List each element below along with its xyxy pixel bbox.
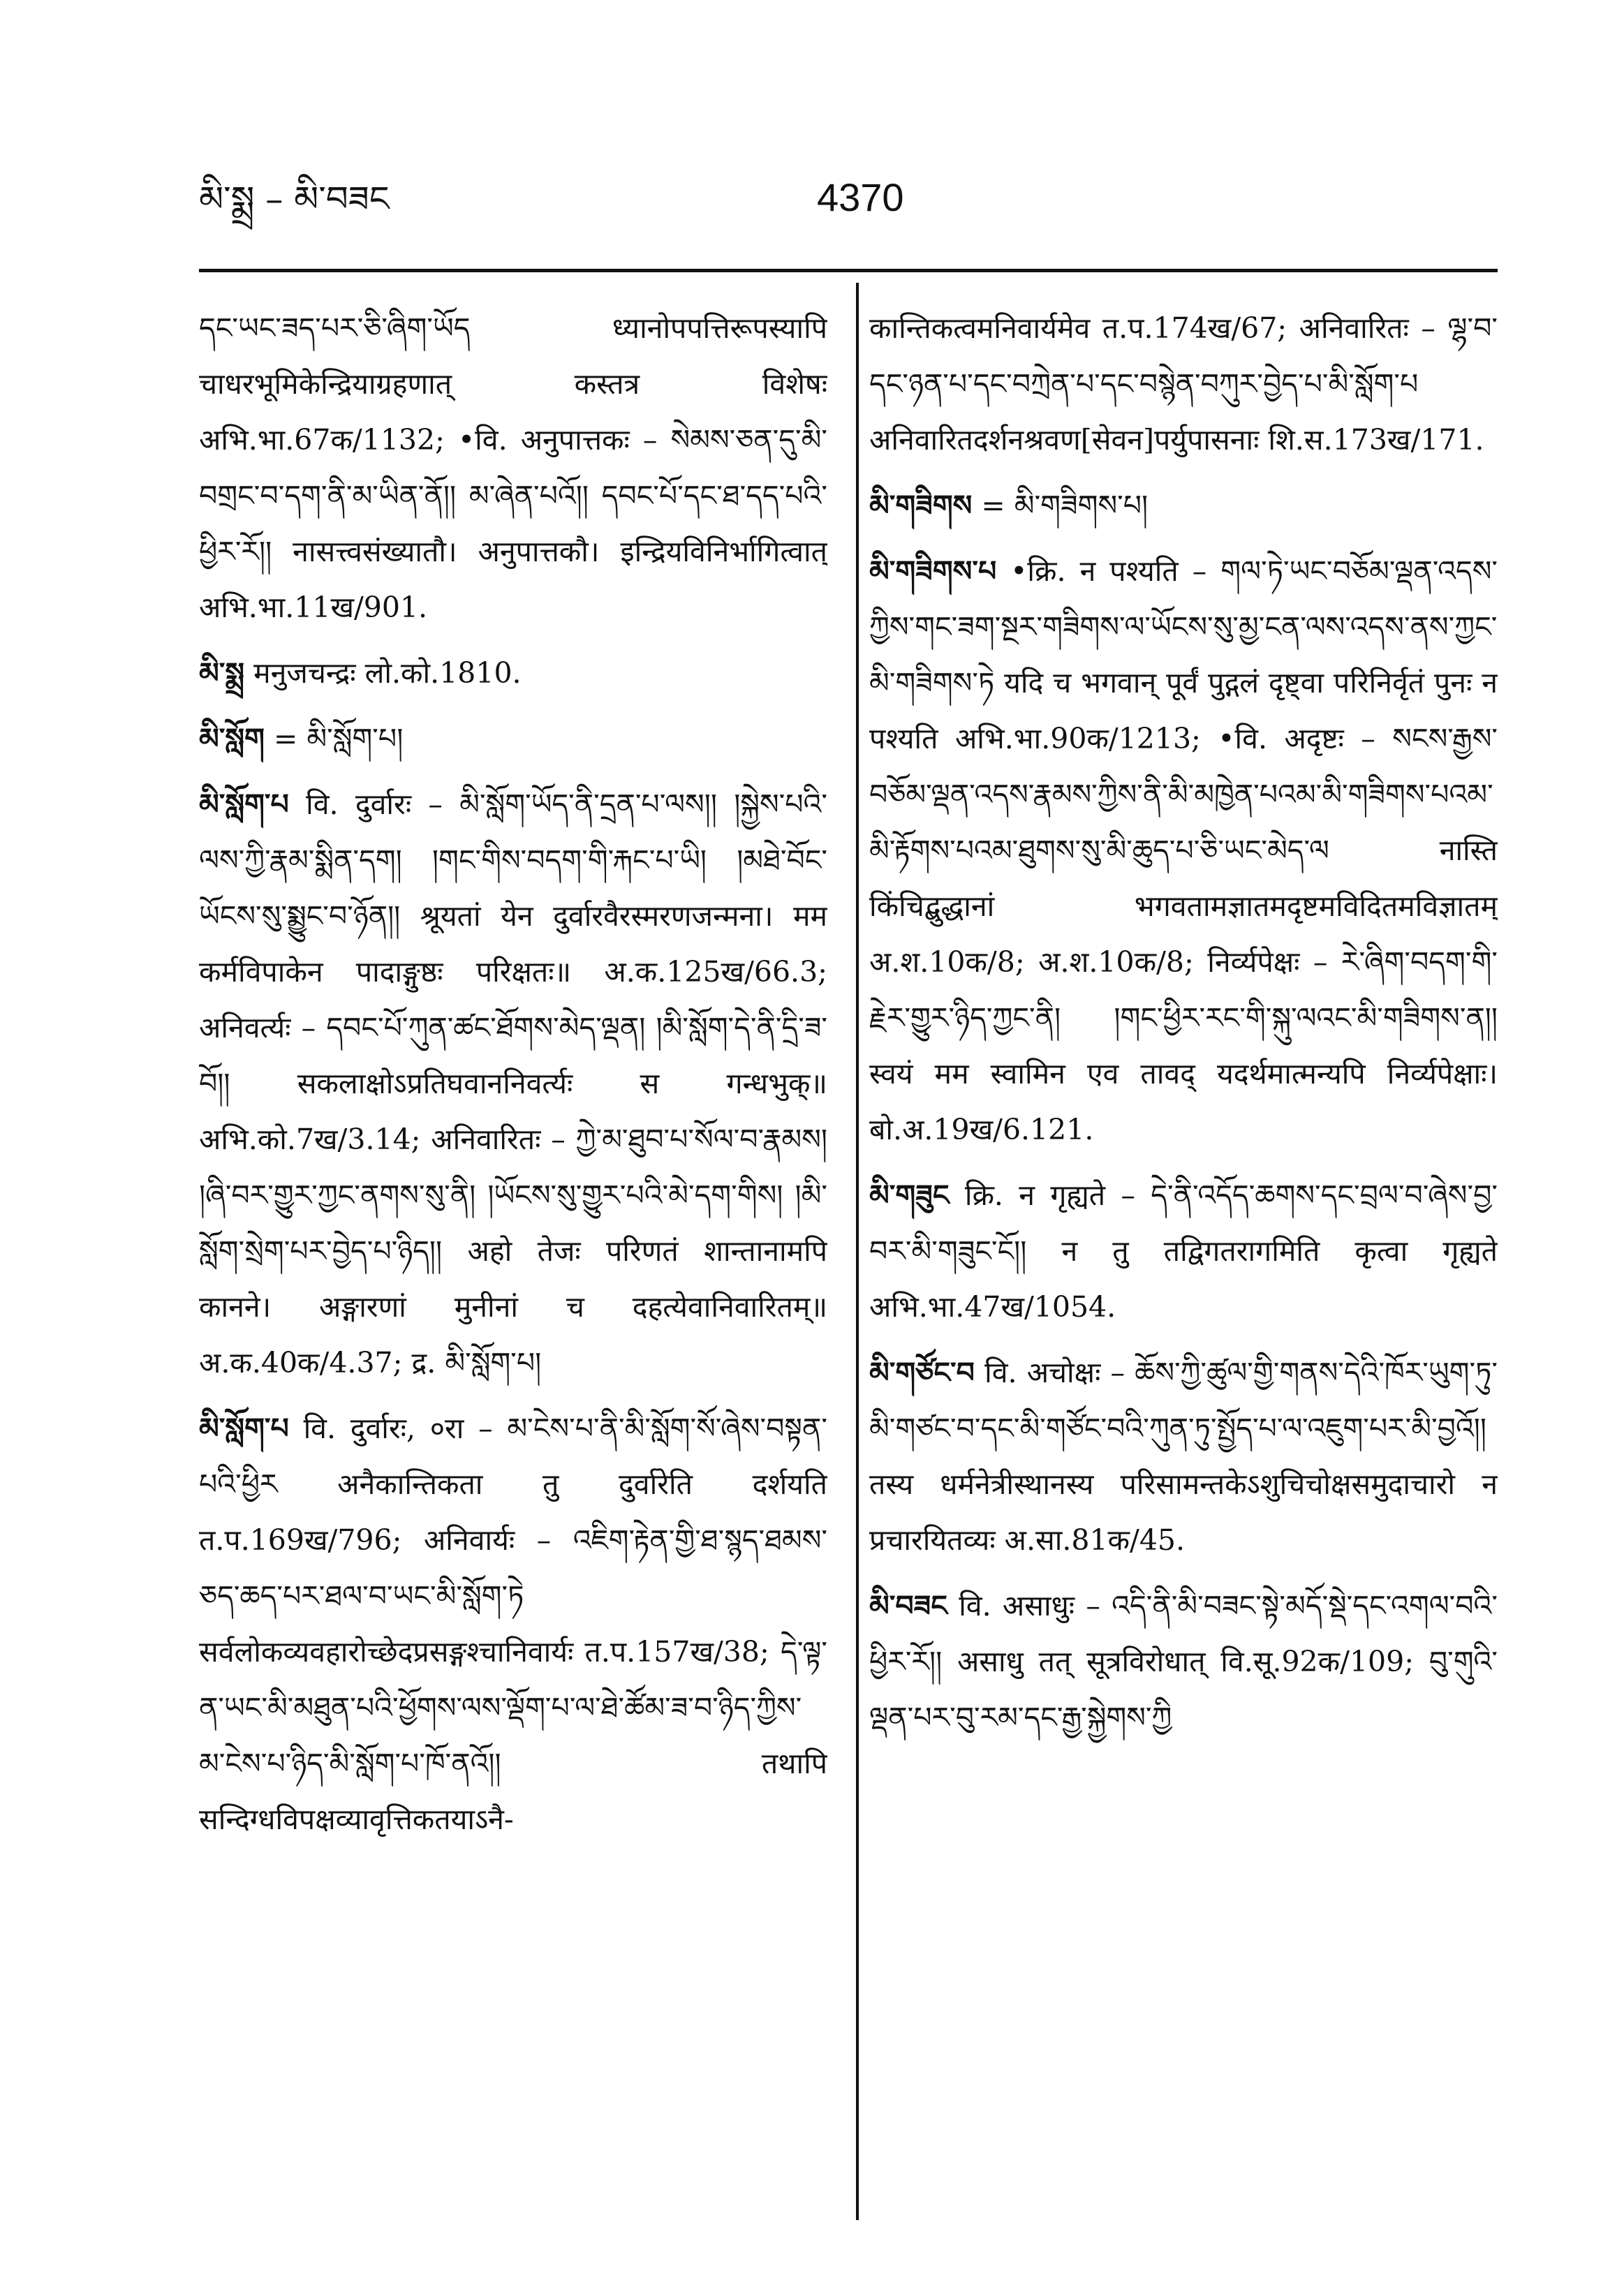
entry-headword: མི་བཟང	[869, 1589, 947, 1622]
entry-headword: མི་གཟིགས	[869, 489, 973, 522]
running-head: མི་སྨྲ – མི་བཟང	[199, 179, 390, 219]
dictionary-entry	[199, 711, 827, 767]
dictionary-entry	[199, 645, 827, 701]
entry-headword: མི་སྨྲ	[199, 656, 245, 690]
entry-text: वि. दुर्वारः, ०रा – མ་ངེས་པ་ནི་མི་སློག་སོ་ཞེས་བསྟན་པའི་ཕྱིར अनैकान्तिकता तु दुर्वारेति दर्शयति त.प.169ख/796; अनिवार्यः – འཇིག་རྟེན་གྱི་ཐ་སྙད་ཐམས་ཅད་ཆད་པར་ཐལ་བ་ཡང་མི་སློག་ཏེ सर्वलोकव्यवहारोच्छेदप्रसङ्गश्चानिवार्यः त.प.157ख/38; དེ་ལྟ་ན་ཡང་མི་མཐུན་པའི་ཕྱོགས་ལས་ལྡོག་པ་ལ་ཐེ་ཚོམ་ཟ་བ་ཉིད་ཀྱིས་མ་ངེས་པ་ཉིད་མི་སློག་པ་ཁོ་ནའོ།། तथापि सन्दिग्धविपक्षव्यावृत्तिकतयाऽनै-	[199, 1412, 827, 1836]
dictionary-entry	[199, 300, 827, 635]
entry-text: मनुजचन्द्रः लो.को.1810.	[253, 656, 522, 690]
dictionary-entry	[869, 543, 1498, 1158]
header-rule	[199, 269, 1498, 272]
entry-headword: མི་སློག	[199, 722, 265, 755]
dictionary-entry	[869, 300, 1498, 468]
entry-text: = མི་གཟིགས་པ།	[981, 489, 1149, 522]
entry-headword: མི་གཙོང་བ	[869, 1356, 975, 1389]
dictionary-entry	[199, 776, 827, 1391]
column-divider	[856, 283, 859, 2220]
entry-headword: མི་སློག་པ	[199, 1412, 289, 1445]
entry-text: कान्तिकत्वमनिवार्यमेव त.प.174ख/67; अनिवारितः – ལྷ་བ་དང་ཉན་པ་དང་བཀྲེན་པ་དང་བསྙེན་བཀུར་བྱེད་པ་མི་སློག་པ अनिवारितदर्शनश्रवण[सेवन]पर्युपासनाः शि.स.173ख/171.	[869, 311, 1498, 457]
entry-text: क्रि. न गृह्यते – དེ་ནི་འདོད་ཆགས་དང་བྲལ་བ་ཞེས་བྱ་བར་མི་གཟུང་ངོ།། न तु तद्विगतरागमिति कृत्वा गृह्यते अभि.भा.47ख/1054.	[869, 1178, 1498, 1324]
dictionary-entry	[869, 478, 1498, 533]
dictionary-entry	[869, 1167, 1498, 1335]
entry-text: वि. असाधुः – འདི་ནི་མི་བཟང་སྟེ་མདོ་སྡེ་དང་འགལ་བའི་ཕྱིར་རོ།། असाधु तत् सूत्रविरोधात् वि.सू.92क/109; བུ་གུའི་ལྡན་པར་བུ་རམ་དང་རྒྱ་སྐྱེགས་ཀྱི	[869, 1589, 1498, 1734]
entry-text: वि. दुर्वारः – མི་སློག་ཡོད་ནི་དྲན་པ་ལས།། །སྐྱེས་པའི་ལས་ཀྱི་རྣམ་སྨིན་དག། །གང་གིས་བདག་གི་རྐང་པ་ཡི། །མཐེ་བོང་ཡོངས་སུ་སྨྱུང་བ་ཉོན།། श्रूयतां येन दुर्वारवैरस्मरणजन्मना। मम कर्मविपाकेन पादाङ्गुष्ठः परिक्षतः॥ अ.क.125ख/66.3; अनिवर्त्यः – དབང་པོ་ཀུན་ཚང་ཐོགས་མེད་ལྡན། །མི་སློག་དེ་ནི་དྲི་ཟ་བོ།། सकलाक्षोऽप्रतिघवाननिवर्त्यः स गन्धभुक्॥ अभि.को.7ख/3.14; अनिवारितः – ཀྱེ་མ་ཐུབ་པ་སོལ་བ་རྣམས། །ཞི་བར་གྱུར་ཀྱང་ནགས་སུ་ནི། །ཡོངས་སུ་གྱུར་པའི་མེ་དག་གིས། །མི་སློག་སྲེག་པར་བྱེད་པ་ཉིད།། अहो तेजः परिणतं शान्तानामपि कानने। अङ्गारणां मुनीनां च दहत्येवानिवारितम्॥ अ.क.40क/4.37; द्र. མི་སློག་པ།	[199, 788, 827, 1380]
entry-headword: མི་སློག་པ	[199, 788, 289, 821]
entry-headword: མི་གཟིགས་པ	[869, 554, 997, 588]
entry-text: དང་ཡང་ཟད་པར་ཅི་ཞིག་ཡོད ध्यानोपपत्तिरूपस्यापि चाधरभूमिकेन्द्रियाग्रहणात् कस्तत्र विशेषः अभि.भा.67क/1132; •वि. अनुपात्तकः – སེམས་ཅན་དུ་མི་བགྲང་བ་དག་ནི་མ་ཡིན་ནོ།། མ་ཞེན་པའོ།། དབང་པོ་དང་ཐ་དད་པའི་ཕྱིར་རོ།། नासत्त्वसंख्यातौ। अनुपात्तकौ। इन्द्रियविनिर्भागित्वात् अभि.भा.11ख/901.	[199, 311, 827, 624]
page-header	[0, 0, 1624, 279]
dictionary-entry	[869, 1345, 1498, 1568]
dictionary-entry	[199, 1400, 827, 1847]
entry-text: = མི་སློག་པ།	[273, 722, 404, 755]
entry-headword: མི་གཟུང	[869, 1178, 950, 1212]
entry-text: वि. अचोक्षः – ཆོས་ཀྱི་ཚུལ་གྱི་གནས་དེའི་ཁོར་ཡུག་ཏུ་མི་གཙང་བ་དང་མི་གཙོང་བའི་ཀུན་ཏུ་སྤྱོད་པ་ལ་འཇུག་པར་མི་བྱའོ།། तस्य धर्मनेत्रीस्थानस्य परिसामन्तकेऽशुचिचोक्षसमुदाचारो न प्रचारयितव्यः अ.सा.81क/45.	[869, 1356, 1498, 1557]
page-number: 4370	[817, 175, 904, 219]
dictionary-entry	[869, 1578, 1498, 1745]
left-column	[199, 300, 827, 2213]
entry-text: •क्रि. न पश्यति – གལ་ཏེ་ཡང་བཅོམ་ལྡན་འདས་ཀྱིས་གང་ཟག་སྔར་གཟིགས་ལ་ཡོངས་སུ་མྱ་ངན་ལས་འདས་ནས་ཀྱང་མི་གཟིགས་ཏེ यदि च भगवान् पूर्वं पुद्गलं दृष्ट्वा परिनिर्वृतं पुनः न पश्यति अभि.भा.90क/1213; •वि. अदृष्टः – སངས་རྒྱས་བཅོམ་ལྡན་འདས་རྣམས་ཀྱིས་ནི་མི་མཁྱེན་པའམ་མི་གཟིགས་པའམ་མི་རྟོགས་པའམ་ཐུགས་སུ་མི་ཆུད་པ་ཅི་ཡང་མེད་ལ नास्ति किंचिद्बुद्धानां भगवतामज्ञातमदृष्टमविदितमविज्ञातम् अ.श.10क/8; अ.श.10क/8; निर्व्यपेक्षः – རེ་ཞིག་བདག་གི་རྗེར་གྱུར་ཉིད་ཀྱང་ནི། །གང་ཕྱིར་རང་གི་སྐུ་ལའང་མི་གཟིགས་ན།། स्वयं मम स्वामिन एव तावद् यदर्थमात्मन्यपि निर्व्यपेक्षाः। बो.अ.19ख/6.121.	[869, 554, 1498, 1146]
right-column	[869, 300, 1498, 2213]
